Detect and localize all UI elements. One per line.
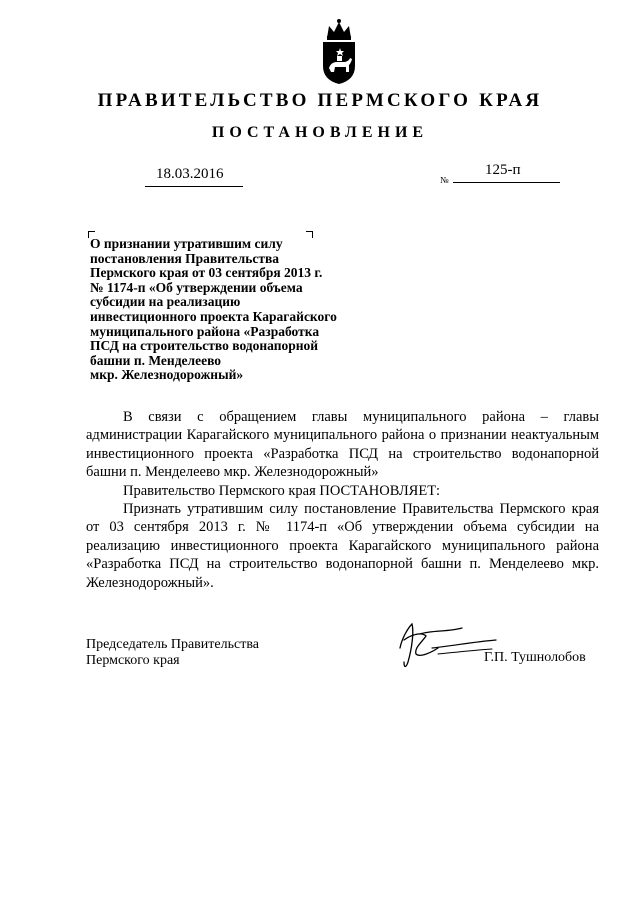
document-date: 18.03.2016	[156, 166, 224, 182]
subject-line: башни п. Менделеево	[90, 352, 222, 368]
signer-position-line: Пермского края	[86, 652, 180, 668]
document-type-heading: ПОСТАНОВЛЕНИЕ	[211, 124, 429, 141]
subject-line: О признании утратившим силу	[90, 236, 283, 251]
subject-line: инвестиционного проекта Карагайского	[90, 308, 337, 324]
subject-heading	[90, 237, 380, 383]
body-paragraph-reason: В связи с обращением главы муниципального района – главы администрации Карагайского муниципального района о признании неактуальным инвестиционного проекта «Разработка ПСД на строительство водонапорной башни п. Менделеево мкр. Железнодорожный»	[86, 409, 599, 481]
subject-line: ПСД на строительство водонапорной	[90, 338, 319, 354]
subject-line: № 1174-п «Об утверждении объема	[90, 279, 303, 295]
number-sign: №	[440, 175, 449, 185]
document-number: 125-п	[485, 162, 521, 178]
document-date-field	[145, 166, 243, 187]
subject-line: постановления Правительства	[90, 250, 279, 266]
subject-line: мкр. Железнодорожный»	[90, 367, 244, 383]
subject-line: муниципального района «Разработка	[90, 323, 320, 339]
document-number-field	[453, 162, 560, 183]
signer-position-line: Председатель Правительства	[86, 637, 259, 652]
signer-name: Г.П. Тушнолобов	[484, 650, 586, 665]
subject-line: субсидии на реализацию	[90, 294, 241, 310]
document-body	[86, 408, 599, 592]
government-title: ПРАВИТЕЛЬСТВО ПЕРМСКОГО КРАЯ	[97, 90, 543, 111]
body-paragraph-decree: Правительство Пермского края ПОСТАНОВЛЯЕТ:	[123, 482, 441, 499]
signer-position	[86, 637, 259, 668]
coat-of-arms-icon	[319, 16, 359, 86]
body-paragraph-resolution: Признать утратившим силу постановление Правительства Пермского края от 03 сентября 2013 г. № 1174-п «Об утверждении объема субсидии на реализацию инвестиционного проекта Карагайского муниципального района «Разработка ПСД на строительство водонапорной башни п. Менделеево мкр. Железнодорожный».	[86, 501, 599, 591]
subject-line: Пермского края от 03 сентября 2013 г.	[90, 265, 323, 281]
